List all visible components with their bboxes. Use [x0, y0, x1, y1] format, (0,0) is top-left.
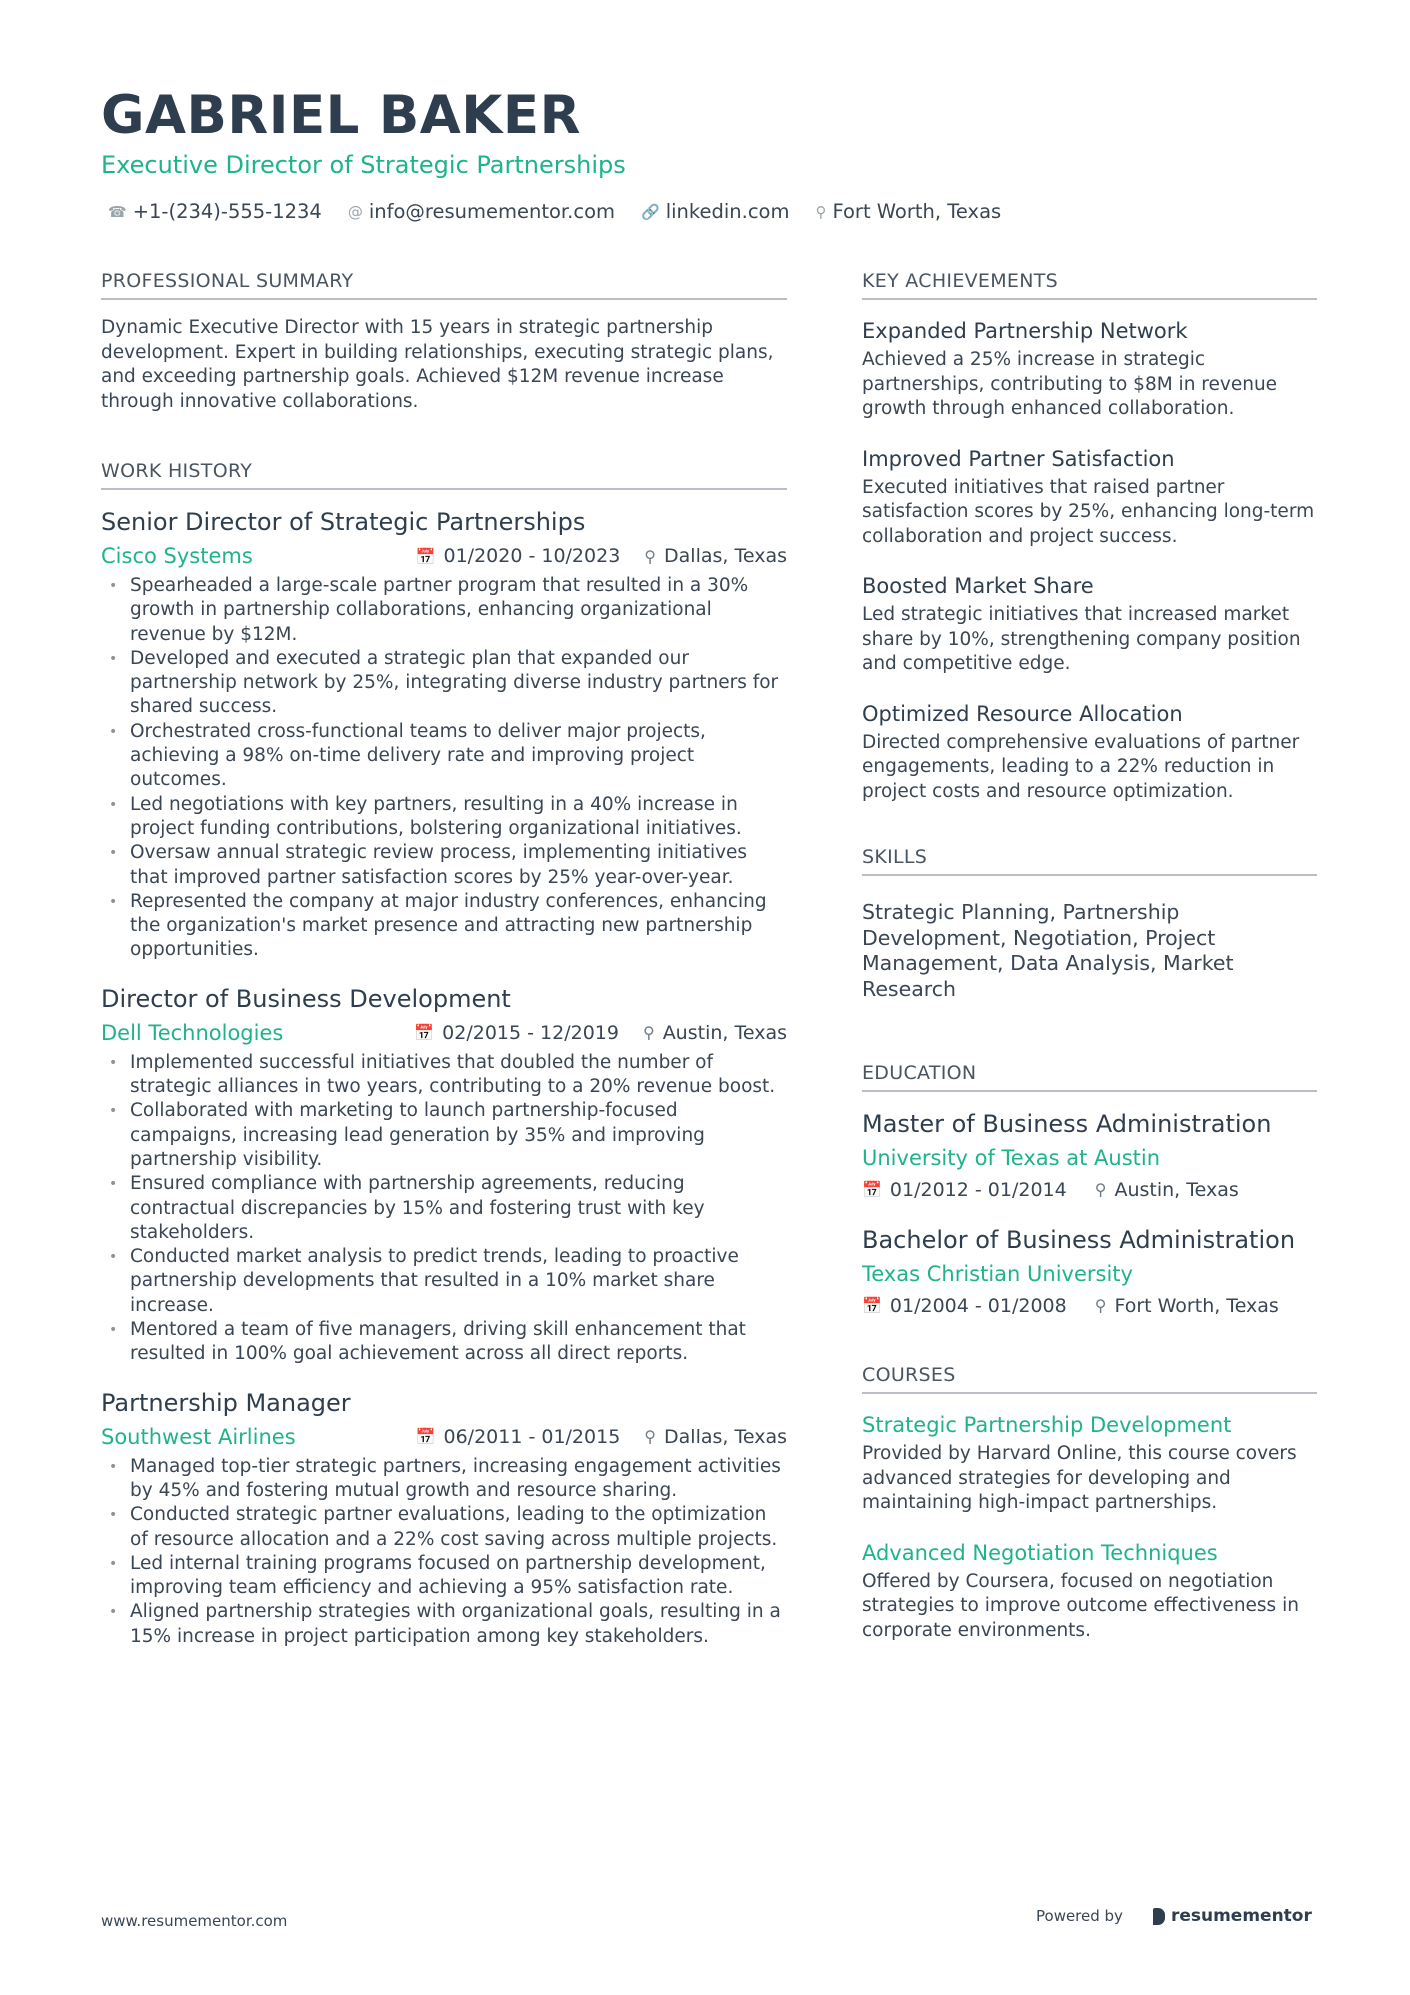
contact-linkedin-text: linkedin.com — [665, 200, 790, 223]
achievement-text: Executed initiatives that raised partner satisfaction scores by 25%, enhancing long-term collaboration and project success. — [862, 476, 1315, 547]
calendar-icon: 📅 — [862, 1296, 882, 1316]
candidate-title: Executive Director of Strategic Partnerships — [101, 151, 626, 179]
job-entry — [101, 506, 787, 963]
job-dates: 06/2011 - 01/2015 — [443, 1425, 621, 1448]
job-bullet: • Led negotiations with key partners, resulting in a 40% increase in project funding contributions, bolstering organizational initiatives. — [101, 793, 787, 842]
education-school: University of Texas at Austin — [862, 1146, 1161, 1171]
contact-email[interactable] — [348, 198, 615, 226]
courses-heading: COURSES — [862, 1362, 1317, 1394]
job-location: Dallas, Texas — [664, 1425, 787, 1448]
education-degree: Bachelor of Business Administration — [862, 1226, 1296, 1255]
job-bullets — [101, 1455, 787, 1649]
achievement-title: Optimized Resource Allocation — [862, 701, 1183, 726]
achievement-title: Expanded Partnership Network — [862, 319, 1188, 343]
job-bullet: • Implemented successful initiatives that doubled the number of strategic alliances in two years, contributing to a 20% revenue boost. — [101, 1051, 787, 1100]
job-bullet: • Oversaw annual strategic review process, implementing initiatives that improved partner satisfaction scores by 25% year-over-year. — [101, 841, 787, 890]
course-text: Offered by Coursera, focused on negotiation strategies to improve outcome effectiveness in corporate environments. — [862, 1570, 1299, 1641]
contact-email-text: info@resumementor.com — [368, 200, 615, 223]
brand-mark-icon — [1153, 1908, 1165, 1925]
calendar-icon: 📅 — [862, 1180, 882, 1200]
course-item — [862, 1538, 1317, 1644]
job-bullet: • Collaborated with marketing to launch partnership-focused campaigns, increasing lead generation by 35% and improving partnership visibility. — [101, 1099, 787, 1172]
achievement-title: Improved Partner Satisfaction — [862, 446, 1175, 471]
course-title: Strategic Partnership Development — [862, 1413, 1232, 1438]
job-title: Director of Business Development — [101, 984, 511, 1013]
job-bullet: • Ensured compliance with partnership agreements, reducing contractual discrepancies by 15% and fostering trust with key stakeholders. — [101, 1172, 787, 1245]
achievement-title: Boosted Market Share — [862, 574, 1094, 598]
job-bullet: • Mentored a team of five managers, driving skill enhancement that resulted in 100% goal achievement across all direct reports. — [101, 1318, 787, 1367]
calendar-icon: 📅 — [415, 546, 436, 566]
job-bullet: • Aligned partnership strategies with organizational goals, resulting in a 15% increase in project participation among key stakeholders. — [101, 1600, 787, 1649]
job-bullet: • Conducted market analysis to predict trends, leading to proactive partnership developments that resulted in a 10% market share increase. — [101, 1245, 787, 1318]
skills-heading: SKILLS — [862, 844, 1317, 876]
job-bullet: • Spearheaded a large-scale partner program that resulted in a 30% growth in partnership collaborations, enhancing organizational revenue by $12M. — [101, 574, 787, 647]
education-school: Texas Christian University — [862, 1262, 1133, 1287]
achievement-text: Achieved a 25% increase in strategic partnerships, contributing to $8M in revenue growth through enhanced collaboration. — [862, 349, 1278, 419]
job-company: Dell Technologies — [101, 1020, 284, 1045]
contact-phone — [108, 198, 322, 226]
contact-phone-text: +1-(234)-555-1234 — [132, 200, 322, 223]
summary-section — [101, 268, 787, 414]
education-item — [862, 1224, 1317, 1322]
contact-linkedin[interactable] — [641, 198, 789, 226]
calendar-icon: 📅 — [415, 1427, 436, 1447]
job-bullet: • Orchestrated cross-functional teams to deliver major projects, achieving a 98% on-time delivery rate and improving project outcomes. — [101, 720, 787, 793]
job-company: Southwest Airlines — [101, 1424, 296, 1449]
job-title: Senior Director of Strategic Partnerships — [101, 508, 586, 536]
education-location: Austin, Texas — [1114, 1179, 1239, 1202]
job-company: Cisco Systems — [101, 544, 253, 568]
candidate-name: GABRIEL BAKER — [101, 85, 581, 146]
achievement-item — [862, 571, 1317, 677]
location-pin-icon: ⚲ — [1094, 1180, 1107, 1200]
job-bullet: • Represented the company at major industry conferences, enhancing the organization's market presence and attracting new partnership opportunities. — [101, 890, 787, 963]
job-bullets — [101, 574, 787, 963]
job-meta — [101, 1421, 787, 1453]
job-meta — [101, 540, 787, 572]
calendar-icon: 📅 — [414, 1023, 435, 1043]
footer-powered — [1036, 1906, 1312, 1926]
phone-icon: ☎ — [108, 203, 127, 221]
achievements-section — [862, 268, 1317, 804]
job-bullet: • Developed and executed a strategic plan that expanded our partnership network by 25%, integrating diverse industry partners for shared success. — [101, 647, 787, 720]
work-section — [101, 458, 787, 1649]
job-title: Partnership Manager — [101, 1388, 351, 1417]
course-title: Advanced Negotiation Techniques — [862, 1540, 1218, 1565]
job-location: Dallas, Texas — [664, 545, 787, 567]
achievement-item — [862, 699, 1317, 805]
powered-by-label: Powered by — [1036, 1907, 1123, 1925]
education-section — [862, 1060, 1317, 1322]
location-pin-icon: ⚲ — [642, 1023, 655, 1043]
education-dates: 01/2004 - 01/2008 — [889, 1295, 1067, 1318]
brand-logo[interactable] — [1153, 1906, 1312, 1926]
education-dates: 01/2012 - 01/2014 — [889, 1179, 1067, 1202]
achievement-item — [862, 444, 1317, 550]
job-bullets — [101, 1051, 787, 1367]
courses-section — [862, 1362, 1317, 1643]
education-degree: Master of Business Administration — [862, 1110, 1272, 1139]
footer-website[interactable]: www.resumementor.com — [101, 1912, 288, 1930]
job-entry — [101, 983, 787, 1367]
at-icon: @ — [347, 203, 363, 221]
location-pin-icon: ⚲ — [1094, 1296, 1107, 1316]
job-bullet: • Managed top-tier strategic partners, increasing engagement activities by 45% and fostering mutual growth and resource sharing. — [101, 1455, 787, 1504]
job-dates: 02/2015 - 12/2019 — [442, 1021, 619, 1044]
contact-location-text: Fort Worth, Texas — [832, 200, 1002, 223]
contact-bar — [108, 198, 1001, 226]
work-heading: WORK HISTORY — [101, 458, 787, 490]
summary-text: Dynamic Executive Director with 15 years in strategic partnership development. Expert in building relationships, executing strategic plans, and exceeding partnership goals. Achieved $12M revenue increase through innovative collaborations. — [101, 317, 774, 412]
education-heading: EDUCATION — [862, 1060, 1317, 1092]
job-bullet: • Conducted strategic partner evaluations, leading to the optimization of resource allocation and a 22% cost saving across multiple projects. — [101, 1503, 787, 1552]
skills-section — [862, 844, 1317, 1002]
achievements-heading: KEY ACHIEVEMENTS — [862, 268, 1317, 300]
brand-name: resumementor — [1170, 1906, 1312, 1926]
job-meta — [101, 1017, 787, 1049]
education-item — [862, 1108, 1317, 1206]
job-location: Austin, Texas — [662, 1021, 787, 1044]
left-column — [101, 268, 787, 1669]
achievement-item — [862, 316, 1317, 422]
contact-location — [815, 198, 1001, 226]
job-entry — [101, 1387, 787, 1649]
achievement-text: Led strategic initiatives that increased market share by 10%, strengthening company position and competitive edge. — [862, 604, 1301, 674]
right-column — [862, 268, 1317, 1665]
link-icon: 🔗 — [641, 203, 660, 221]
course-item — [862, 1410, 1317, 1516]
course-text: Provided by Harvard Online, this course covers advanced strategies for developing and maintaining high-impact partnerships. — [862, 1443, 1297, 1514]
location-pin-icon: ⚲ — [644, 546, 657, 566]
skills-text: Strategic Planning, Partnership Development, Negotiation, Project Management, Data Analysis, Market Research — [862, 900, 1234, 1001]
achievement-text: Directed comprehensive evaluations of partner engagements, leading to a 22% reduction in project costs and resource optimization. — [862, 731, 1300, 802]
education-location: Fort Worth, Texas — [1114, 1295, 1279, 1318]
summary-heading: PROFESSIONAL SUMMARY — [101, 268, 787, 300]
job-dates: 01/2020 - 10/2023 — [443, 545, 621, 567]
location-icon: ⚲ — [815, 203, 827, 221]
location-pin-icon: ⚲ — [644, 1427, 657, 1447]
job-bullet: • Led internal training programs focused on partnership development, improving team efficiency and achieving a 95% satisfaction rate. — [101, 1552, 787, 1601]
